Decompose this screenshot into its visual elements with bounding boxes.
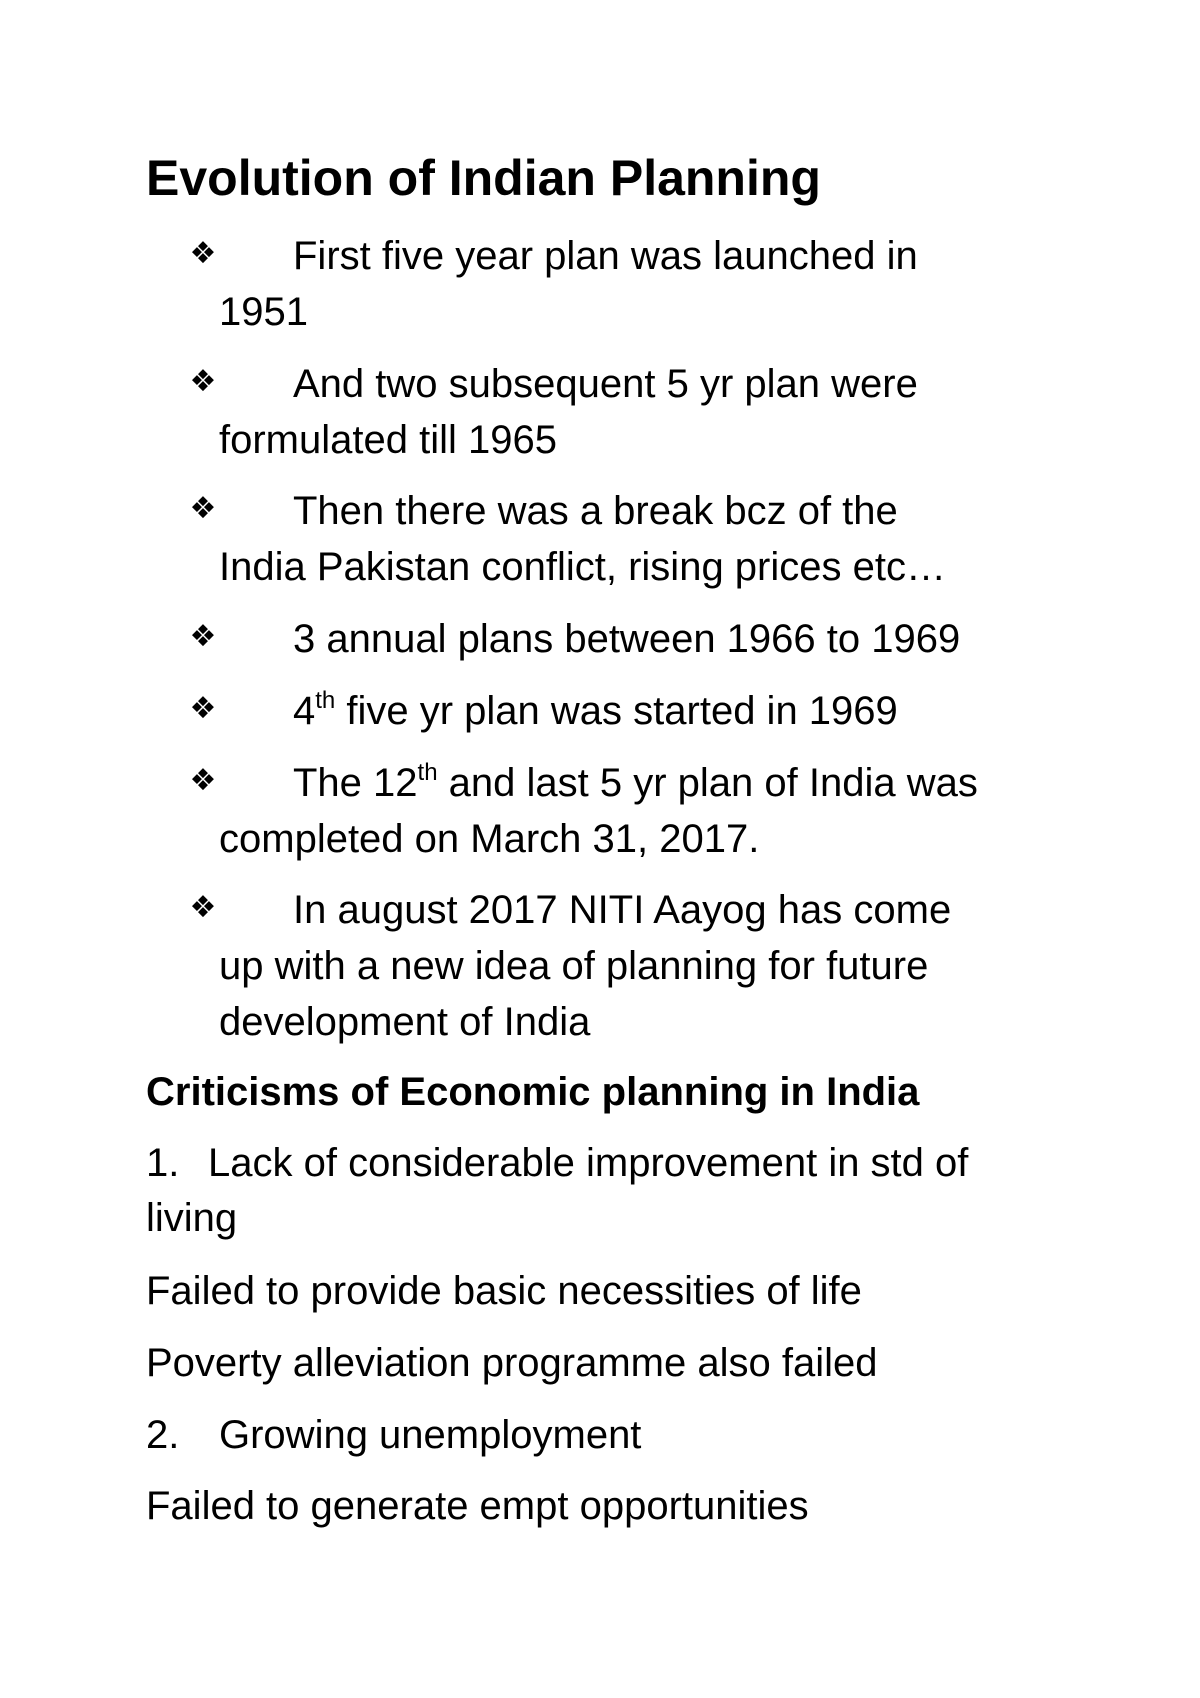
point-number: 1. [146, 1141, 180, 1185]
numbered-point-2 [146, 1407, 641, 1463]
bullet-text: And two subsequent 5 yr plan were [293, 362, 918, 406]
bullet-text-post: and last 5 yr plan of India was [437, 761, 978, 805]
page-title: Evolution of Indian Planning [146, 150, 821, 206]
diamond-bullet-icon: ❖ [189, 691, 217, 726]
bullet-text-continued: development of India [219, 1000, 591, 1044]
bullet-text: In august 2017 NITI Aayog has come [293, 888, 952, 932]
point-detail: Failed to provide basic necessities of life [146, 1269, 862, 1313]
point-text: Growing unemployment [219, 1413, 642, 1457]
bullet-text: First five year plan was launched in [293, 234, 918, 278]
ordinal-suffix: th [417, 759, 438, 786]
bullet-text: Then there was a break bcz of the [293, 489, 898, 533]
bullet-text-continued: up with a new idea of planning for future [219, 944, 929, 988]
bullet-text-continued: 1951 [219, 290, 308, 334]
point-text-continued: living [146, 1196, 238, 1240]
diamond-bullet-icon: ❖ [189, 236, 217, 271]
point-detail: Failed to generate empt opportunities [146, 1484, 809, 1528]
bullet-text-continued: formulated till 1965 [219, 418, 557, 462]
bullet-text-continued: completed on March 31, 2017. [219, 817, 760, 861]
diamond-bullet-icon: ❖ [189, 890, 217, 925]
diamond-bullet-icon: ❖ [189, 364, 217, 399]
bullet-text: 3 annual plans between 1966 to 1969 [293, 617, 961, 661]
bullet-text-post: five yr plan was started in 1969 [335, 689, 898, 733]
ordinal-suffix: th [315, 687, 336, 714]
bullet-text [293, 755, 978, 811]
numbered-point-1 [146, 1135, 968, 1191]
point-detail: Poverty alleviation programme also failed [146, 1341, 878, 1385]
bullet-text-pre: The 12 [293, 761, 418, 805]
bullet-text-continued: India Pakistan conflict, rising prices etc… [219, 545, 946, 589]
point-text: Lack of considerable improvement in std of [208, 1141, 969, 1185]
diamond-bullet-icon: ❖ [189, 619, 217, 654]
bullet-text-pre: 4 [293, 689, 316, 733]
bullet-text [293, 683, 898, 739]
diamond-bullet-icon: ❖ [189, 763, 217, 798]
point-number: 2. [146, 1413, 180, 1457]
diamond-bullet-icon: ❖ [189, 491, 217, 526]
section-heading: Criticisms of Economic planning in India [146, 1070, 920, 1114]
